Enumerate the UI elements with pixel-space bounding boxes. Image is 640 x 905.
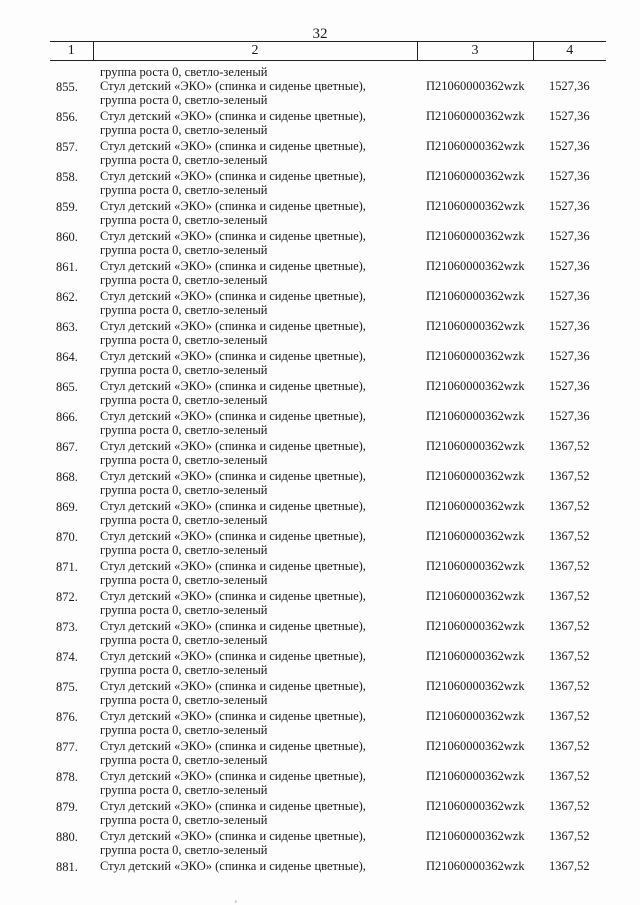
continuation-line: группа роста 0, светло-зеленый	[100, 65, 268, 79]
row-number: 861.	[56, 260, 78, 274]
item-price: 1367,52	[549, 529, 590, 543]
table-row	[0, 520, 640, 557]
table-row	[0, 340, 640, 377]
item-description-continued: группа роста 0, светло-зеленый	[100, 93, 268, 107]
item-description-continued: группа роста 0, светло-зеленый	[100, 633, 268, 647]
item-description: Стул детский «ЭКО» (спинка и сиденье цветные),	[100, 439, 366, 453]
row-number: 872.	[56, 590, 78, 604]
item-description: Стул детский «ЭКО» (спинка и сиденье цветные),	[100, 619, 366, 633]
item-description: Стул детский «ЭКО» (спинка и сиденье цветные),	[100, 859, 366, 873]
item-description: Стул детский «ЭКО» (спинка и сиденье цветные),	[100, 799, 366, 813]
item-description: Стул детский «ЭКО» (спинка и сиденье цветные),	[100, 409, 366, 423]
item-code: П21060000362wzk	[426, 619, 525, 633]
item-description-continued: группа роста 0, светло-зеленый	[100, 123, 268, 137]
item-description-continued: группа роста 0, светло-зеленый	[100, 183, 268, 197]
item-code: П21060000362wzk	[426, 409, 525, 423]
table-row	[0, 700, 640, 737]
item-code: П21060000362wzk	[426, 259, 525, 273]
table-row	[0, 280, 640, 317]
item-description-continued: группа роста 0, светло-зеленый	[100, 543, 268, 557]
item-description-continued: группа роста 0, светло-зеленый	[100, 393, 268, 407]
item-description-continued: группа роста 0, светло-зеленый	[100, 453, 268, 467]
item-code: П21060000362wzk	[426, 859, 525, 873]
item-price: 1527,36	[549, 79, 590, 93]
row-number: 862.	[56, 290, 78, 304]
item-price: 1367,52	[549, 619, 590, 633]
row-number: 856.	[56, 110, 78, 124]
row-number: 876.	[56, 710, 78, 724]
item-price: 1367,52	[549, 739, 590, 753]
item-code: П21060000362wzk	[426, 229, 525, 243]
item-description-continued: группа роста 0, светло-зеленый	[100, 513, 268, 527]
row-number: 855.	[56, 80, 78, 94]
table-row	[0, 370, 640, 407]
item-price: 1527,36	[549, 379, 590, 393]
item-description-continued: группа роста 0, светло-зеленый	[100, 153, 268, 167]
page-number: 32	[312, 26, 328, 42]
item-price: 1367,52	[549, 829, 590, 843]
item-description-continued: группа роста 0, светло-зеленый	[100, 363, 268, 377]
row-number: 881.	[56, 860, 78, 874]
item-description: Стул детский «ЭКО» (спинка и сиденье цветные),	[100, 529, 366, 543]
row-number: 857.	[56, 140, 78, 154]
row-number: 866.	[56, 410, 78, 424]
item-price: 1367,52	[549, 799, 590, 813]
item-code: П21060000362wzk	[426, 769, 525, 783]
item-price: 1527,36	[549, 139, 590, 153]
item-description: Стул детский «ЭКО» (спинка и сиденье цветные),	[100, 199, 366, 213]
item-price: 1527,36	[549, 289, 590, 303]
item-price: 1367,52	[549, 649, 590, 663]
row-number: 879.	[56, 800, 78, 814]
item-description-continued: группа роста 0, светло-зеленый	[100, 573, 268, 587]
item-code: П21060000362wzk	[426, 529, 525, 543]
item-description-continued: группа роста 0, светло-зеленый	[100, 693, 268, 707]
item-description: Стул детский «ЭКО» (спинка и сиденье цветные),	[100, 139, 366, 153]
item-description-continued: группа роста 0, светло-зеленый	[100, 423, 268, 437]
item-description-continued: группа роста 0, светло-зеленый	[100, 213, 268, 227]
item-description: Стул детский «ЭКО» (спинка и сиденье цветные),	[100, 319, 366, 333]
item-code: П21060000362wzk	[426, 79, 525, 93]
header-row	[50, 42, 606, 61]
item-description: Стул детский «ЭКО» (спинка и сиденье цветные),	[100, 829, 366, 843]
item-description: Стул детский «ЭКО» (спинка и сиденье цветные),	[100, 79, 366, 93]
item-description: Стул детский «ЭКО» (спинка и сиденье цветные),	[100, 349, 366, 363]
table-row	[0, 100, 640, 137]
table-row	[0, 160, 640, 197]
row-number: 865.	[56, 380, 78, 394]
item-code: П21060000362wzk	[426, 439, 525, 453]
header-col-2: 2	[93, 42, 417, 61]
item-description: Стул детский «ЭКО» (спинка и сиденье цветные),	[100, 499, 366, 513]
item-description: Стул детский «ЭКО» (спинка и сиденье цветные),	[100, 469, 366, 483]
item-price: 1367,52	[549, 709, 590, 723]
table-row	[0, 610, 640, 647]
row-number: 871.	[56, 560, 78, 574]
table-row	[0, 640, 640, 677]
table-row	[0, 490, 640, 527]
table-row	[0, 130, 640, 167]
item-price: 1367,52	[549, 859, 590, 873]
item-code: П21060000362wzk	[426, 739, 525, 753]
item-price: 1527,36	[549, 259, 590, 273]
item-price: 1527,36	[549, 409, 590, 423]
item-description: Стул детский «ЭКО» (спинка и сиденье цветные),	[100, 679, 366, 693]
item-description-continued: группа роста 0, светло-зеленый	[100, 603, 268, 617]
row-number: 878.	[56, 770, 78, 784]
table-row	[0, 430, 640, 467]
item-description-continued: группа роста 0, светло-зеленый	[100, 483, 268, 497]
item-description: Стул детский «ЭКО» (спинка и сиденье цветные),	[100, 109, 366, 123]
item-description: Стул детский «ЭКО» (спинка и сиденье цветные),	[100, 589, 366, 603]
table-row	[0, 250, 640, 287]
item-code: П21060000362wzk	[426, 589, 525, 603]
column-header-table	[50, 41, 606, 61]
item-price: 1367,52	[549, 469, 590, 483]
item-code: П21060000362wzk	[426, 829, 525, 843]
item-code: П21060000362wzk	[426, 799, 525, 813]
item-description: Стул детский «ЭКО» (спинка и сиденье цветные),	[100, 769, 366, 783]
item-code: П21060000362wzk	[426, 679, 525, 693]
row-number: 860.	[56, 230, 78, 244]
table-row	[0, 850, 640, 880]
item-description: Стул детский «ЭКО» (спинка и сиденье цветные),	[100, 559, 366, 573]
item-price: 1367,52	[549, 499, 590, 513]
item-description-continued: группа роста 0, светло-зеленый	[100, 303, 268, 317]
item-description-continued: группа роста 0, светло-зеленый	[100, 723, 268, 737]
item-code: П21060000362wzk	[426, 379, 525, 393]
row-number: 864.	[56, 350, 78, 364]
item-price: 1527,36	[549, 199, 590, 213]
item-price: 1527,36	[549, 319, 590, 333]
item-description-continued: группа роста 0, светло-зеленый	[100, 753, 268, 767]
header-col-4: 4	[533, 42, 606, 61]
item-code: П21060000362wzk	[426, 139, 525, 153]
item-description-continued: группа роста 0, светло-зеленый	[100, 813, 268, 827]
item-price: 1367,52	[549, 589, 590, 603]
item-description: Стул детский «ЭКО» (спинка и сиденье цветные),	[100, 289, 366, 303]
item-price: 1367,52	[549, 559, 590, 573]
table-row	[0, 70, 640, 107]
header-col-3: 3	[417, 42, 533, 61]
table-row	[0, 460, 640, 497]
item-code: П21060000362wzk	[426, 349, 525, 363]
row-number: 868.	[56, 470, 78, 484]
table-row	[0, 190, 640, 227]
table-row	[0, 550, 640, 587]
table-row	[0, 400, 640, 437]
row-number: 869.	[56, 500, 78, 514]
item-description: Стул детский «ЭКО» (спинка и сиденье цветные),	[100, 649, 366, 663]
item-description-continued: группа роста 0, светло-зеленый	[100, 663, 268, 677]
item-price: 1367,52	[549, 439, 590, 453]
header-col-1: 1	[50, 42, 93, 61]
item-description: Стул детский «ЭКО» (спинка и сиденье цветные),	[100, 229, 366, 243]
row-number: 873.	[56, 620, 78, 634]
item-code: П21060000362wzk	[426, 109, 525, 123]
row-number: 877.	[56, 740, 78, 754]
item-code: П21060000362wzk	[426, 559, 525, 573]
table-row	[0, 730, 640, 767]
item-code: П21060000362wzk	[426, 289, 525, 303]
item-code: П21060000362wzk	[426, 469, 525, 483]
item-price: 1367,52	[549, 679, 590, 693]
row-number: 867.	[56, 440, 78, 454]
table-row	[0, 820, 640, 857]
item-description: Стул детский «ЭКО» (спинка и сиденье цветные),	[100, 379, 366, 393]
item-price: 1527,36	[549, 229, 590, 243]
row-number: 880.	[56, 830, 78, 844]
row-number: 870.	[56, 530, 78, 544]
table-row	[0, 220, 640, 257]
item-code: П21060000362wzk	[426, 649, 525, 663]
row-number: 859.	[56, 200, 78, 214]
row-number: 875.	[56, 680, 78, 694]
item-price: 1527,36	[549, 349, 590, 363]
item-description: Стул детский «ЭКО» (спинка и сиденье цветные),	[100, 709, 366, 723]
item-description-continued: группа роста 0, светло-зеленый	[100, 243, 268, 257]
table-row	[0, 790, 640, 827]
item-price: 1527,36	[549, 109, 590, 123]
table-row	[0, 580, 640, 617]
item-description: Стул детский «ЭКО» (спинка и сиденье цветные),	[100, 169, 366, 183]
row-number: 858.	[56, 170, 78, 184]
table-row	[0, 670, 640, 707]
item-code: П21060000362wzk	[426, 169, 525, 183]
table-row	[0, 310, 640, 347]
item-description-continued: группа роста 0, светло-зеленый	[100, 333, 268, 347]
item-price: 1527,36	[549, 169, 590, 183]
item-description: Стул детский «ЭКО» (спинка и сиденье цветные),	[100, 259, 366, 273]
scan-mark: ¸	[234, 892, 238, 903]
table-row	[0, 760, 640, 797]
item-code: П21060000362wzk	[426, 199, 525, 213]
item-price: 1367,52	[549, 769, 590, 783]
row-number: 874.	[56, 650, 78, 664]
item-description: Стул детский «ЭКО» (спинка и сиденье цветные),	[100, 739, 366, 753]
item-description-continued: группа роста 0, светло-зеленый	[100, 843, 268, 857]
row-number: 863.	[56, 320, 78, 334]
item-code: П21060000362wzk	[426, 319, 525, 333]
item-description-continued: группа роста 0, светло-зеленый	[100, 783, 268, 797]
item-code: П21060000362wzk	[426, 709, 525, 723]
item-description-continued: группа роста 0, светло-зеленый	[100, 273, 268, 287]
item-code: П21060000362wzk	[426, 499, 525, 513]
